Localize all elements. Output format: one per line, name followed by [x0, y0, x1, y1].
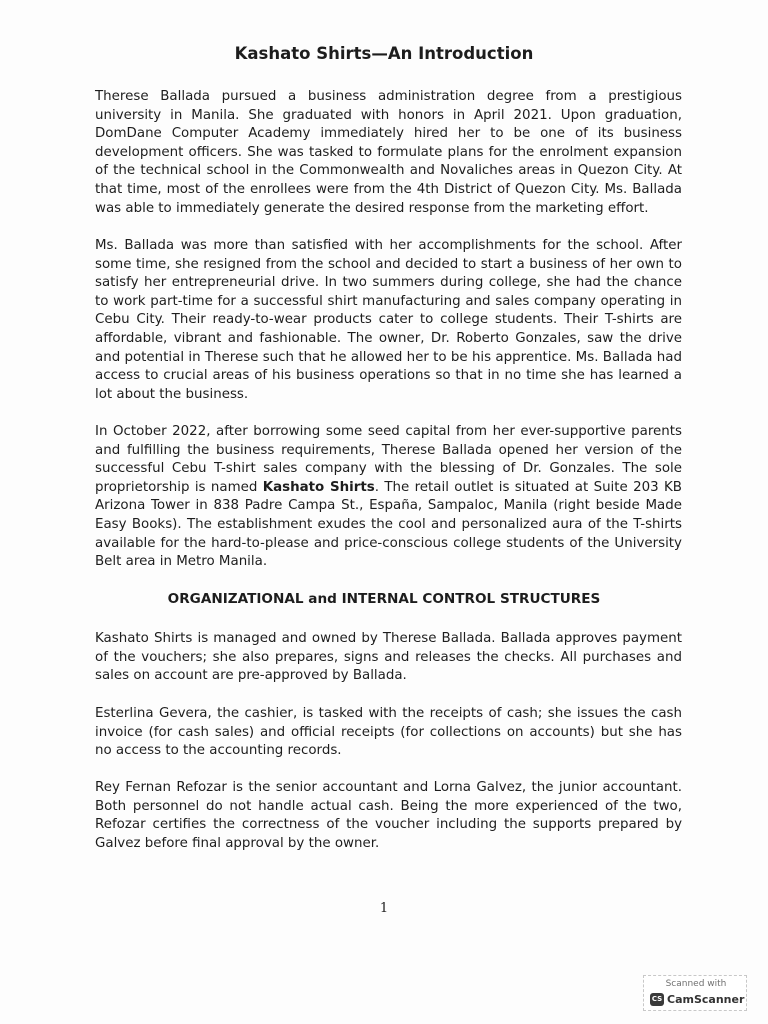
paragraph-cashier-role: Esterlina Gevera, the cashier, is tasked with the receipts of cash; she issues the cash invoice (for cash sales) and official receipts (for collections on accounts) but she has no access to the accounting records. [95, 706, 682, 759]
para3-text-before: In October 2022, after borrowing some seed capital from her ever-supportive parents and fulfilling the business requirements, Therese Ballada opened her version of the successful Cebu T-shirt sales company with the blessing of Dr. Gonzales. The sole proprietorship is named [95, 424, 682, 495]
section-heading: ORGANIZATIONAL and INTERNAL CONTROL STRUCTURES [167, 591, 601, 607]
paragraph-apprenticeship: Ms. Ballada was more than satisfied with her accomplishments for the school. After some time, she resigned from the school and decided to start a business of her own to satisfy her entrepreneurial drive. In two summers during college, she had the chance to work part-time for a successful shirt manufacturing and sales company operating in Cebu City. Their ready-to-wear products cater to college students. Their T-shirts are affordable, vibrant and fashionable. The owner, Dr. Roberto Gonzales, saw the drive and potential in Therese such that he allowed her to be his apprentice. Ms. Ballada had access to crucial areas of his business operations so that in no time she has learned a lot about the business. [95, 238, 682, 402]
paragraph-business-opening [95, 423, 682, 572]
business-name: Kashato Shirts [262, 479, 375, 495]
camscanner-logo-icon: CS [650, 993, 664, 1006]
para3-text-after: . The retail outlet is situated at Suite 203 KB Arizona Tower in 838 Padre Campa St., España, Sampaloc, Manila (right beside Made Easy Books). The establishment exudes the cool and personalized aura of the T-shirts available for the hard-to-please and price-conscious college students of the University Belt area in Metro Manila. [95, 479, 682, 570]
paragraph-background: Therese Ballada pursued a business administration degree from a prestigious university in Manila. She graduated with honors in April 2021. Upon graduation, DomDane Computer Academy immediately hired her to be one of its business development officers. She was tasked to formulate plans for the enrolment expansion of the technical school in the Commonwealth and Novaliches areas in Quezon City. At that time, most of the enrollees were from the 4th District of Quezon City. Ms. Ballada was able to immediately generate the desired response from the marketing effort. [95, 89, 682, 216]
page-number: 1 [379, 901, 389, 916]
paragraph-owner-role: Kashato Shirts is managed and owned by Therese Ballada. Ballada approves payment of the vouchers; she also prepares, signs and releases the checks. All purchases and sales on account are pre-approved by Ballada. [95, 631, 682, 684]
watermark-caption: Scanned with [665, 979, 727, 989]
paragraph-accountants-role: Rey Fernan Refozar is the senior accountant and Lorna Galvez, the junior accountant. Both personnel do not handle actual cash. Being the more experienced of the two, Refozar certifies the correctness of the voucher including the supports prepared by Galvez before final approval by the owner. [95, 780, 682, 851]
watermark-app-name: CamScanner [667, 993, 745, 1006]
camscanner-watermark [643, 975, 747, 1011]
document-title: Kashato Shirts—An Introduction [234, 44, 534, 63]
